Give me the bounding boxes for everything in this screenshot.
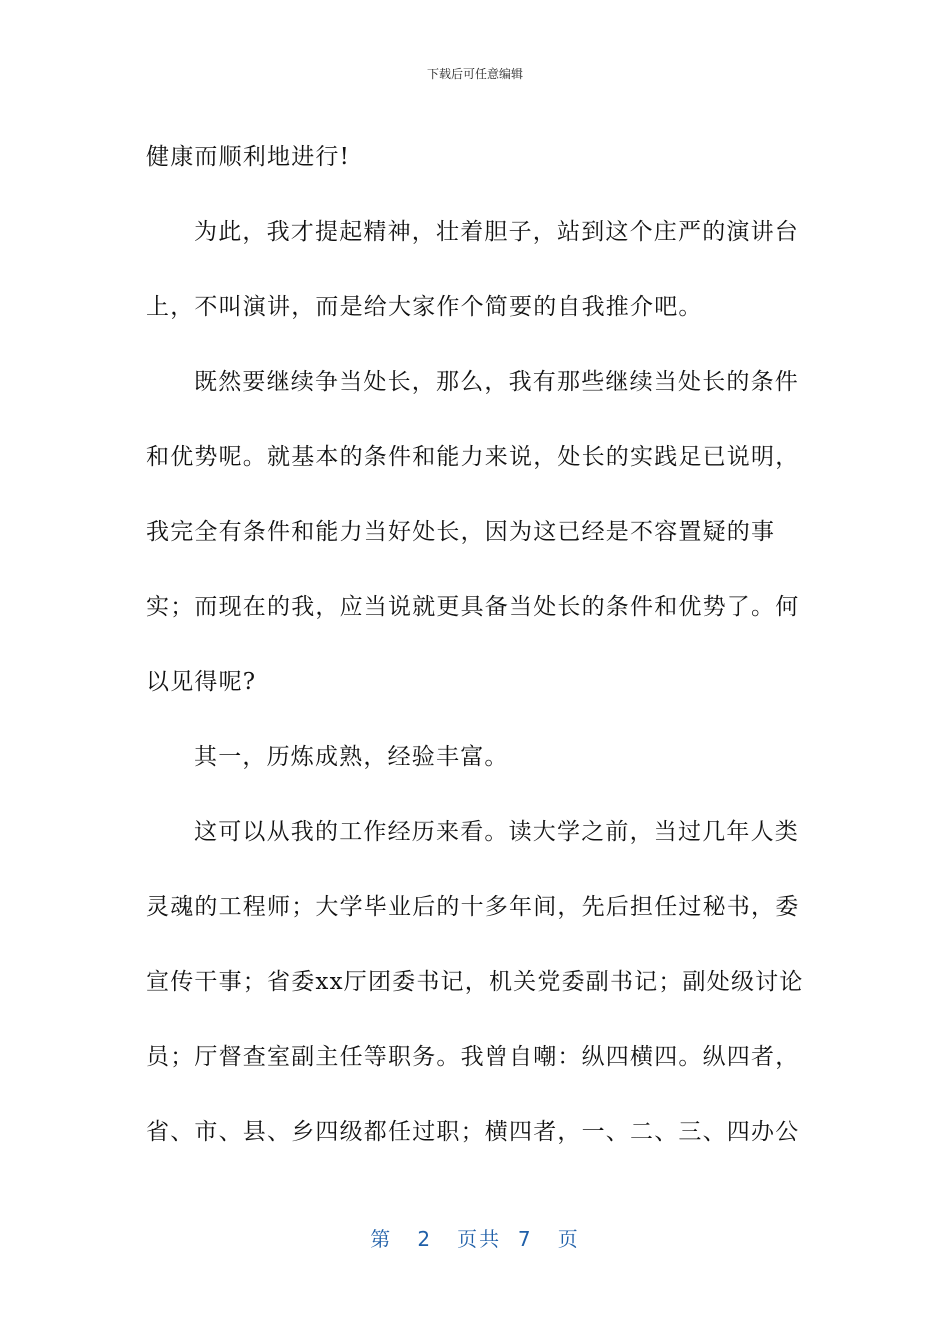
- footer-middle: 页共: [457, 1227, 502, 1251]
- paragraph-5: 这可以从我的工作经历来看。读大学之前，当过几年人类灵魂的工程师；大学毕业后的十多年间，先后担任过秘书，委宣传干事；省委xx厅团委书记，机关党委副书记；副处级讨论员；厅督查室副主任等职务。我曾自嘲：纵四横四。纵四者，省、市、县、乡四级都任过职；横四者，一、二、三、四办公: [146, 819, 804, 1145]
- paragraph-3: 既然要继续争当处长，那么，我有那些继续当处长的条件和优势呢。就基本的条件和能力来说，处长的实践足已说明，我完全有条件和能力当好处长，因为这已经是不容置疑的事实；而现在的我，应当说就更具备当处长的条件和优势了。何以见得呢?: [146, 369, 800, 695]
- page-footer: [0, 1226, 950, 1252]
- paragraph-1: 健康而顺利地进行!: [146, 144, 351, 170]
- footer-prefix: 第: [370, 1227, 393, 1251]
- paragraph-2: 为此，我才提起精神，壮着胆子，站到这个庄严的演讲台上，不叫演讲，而是给大家作个简要的自我推介吧。: [146, 219, 799, 320]
- paragraph-4: 其一，历炼成熟，经验丰富。: [194, 744, 509, 770]
- footer-total-pages: 7: [517, 1227, 533, 1251]
- document-body: [146, 120, 806, 1170]
- footer-suffix: 页: [557, 1227, 580, 1251]
- footer-current-page: 2: [417, 1227, 433, 1251]
- page-header: 下载后可任意编辑: [426, 67, 523, 81]
